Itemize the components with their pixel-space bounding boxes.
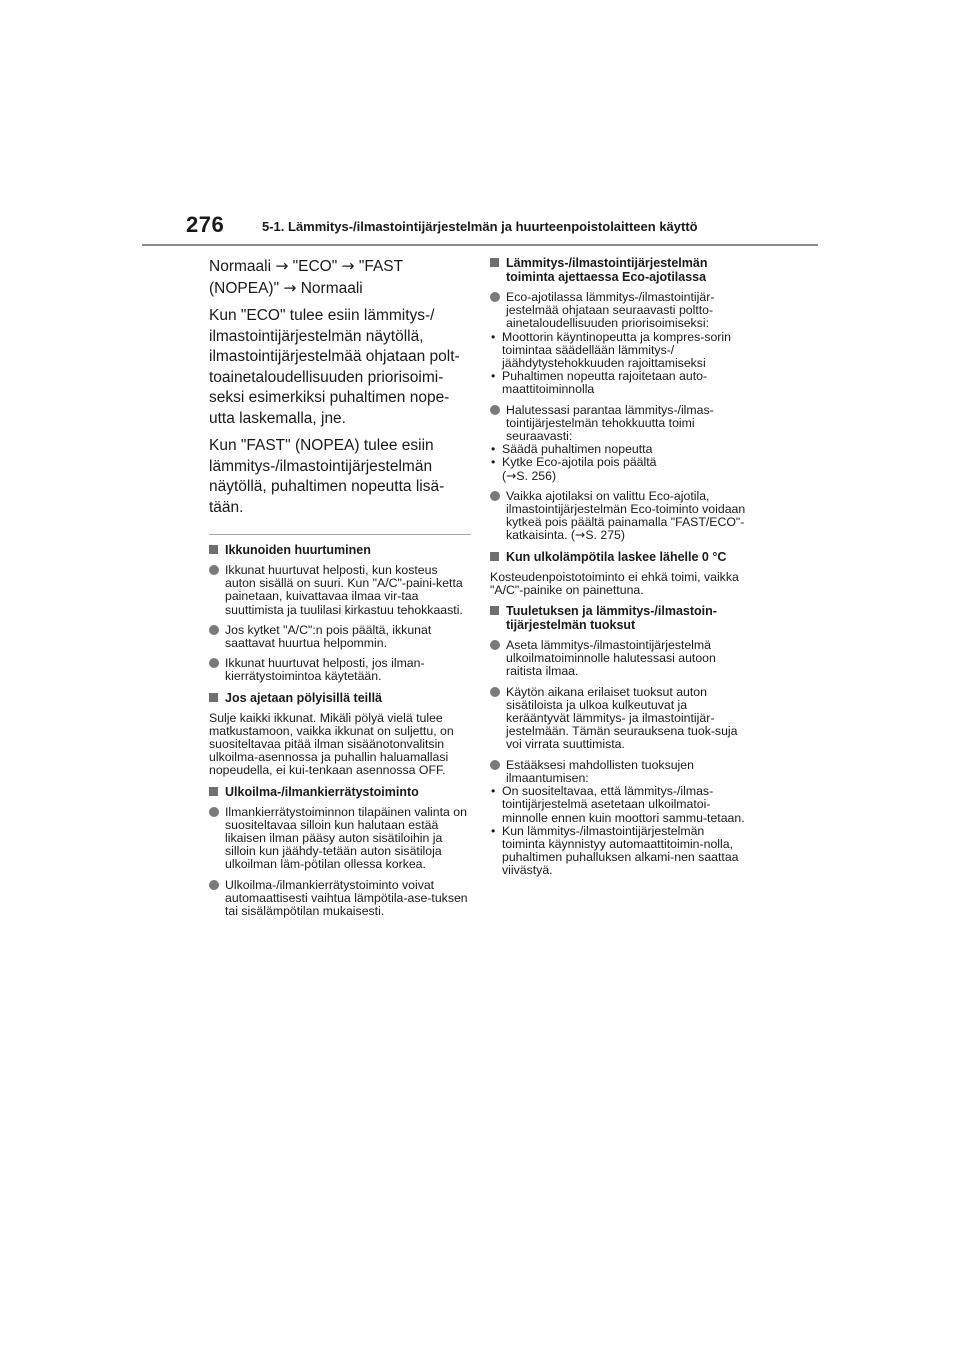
sub-item xyxy=(490,825,750,878)
bullet-text: Halutessasi parantaa lämmitys-/ilmas-tointijärjestelmän tehokkuutta toimi seuraavasti: xyxy=(506,402,714,444)
bullet-item xyxy=(490,490,750,543)
paren-open: ( xyxy=(502,468,507,483)
heading-text: Lämmitys-/ilmastointijärjestelmän toiminta ajettaessa Eco-ajotilassa xyxy=(506,256,708,284)
circle-bullet-icon xyxy=(209,625,219,635)
sub-item xyxy=(490,370,750,396)
sub-text: Moottorin käyntinopeutta ja kompres-sorin toimintaa säädellään lämmitys-/ jäähdytystehokkuuden rajoittamiseksi xyxy=(502,329,731,371)
heading-text: Ikkunoiden huurtuminen xyxy=(225,543,371,557)
heading-text: Kun ulkolämpötila laskee lähelle 0 °C xyxy=(506,549,727,564)
bullet-text: Käytön aikana erilaiset tuoksut auton sisätiloista ja ulkoa kulkeutuvat ja kerääntyvät lämmitys- ja ilmastointijär-jestelmään. Tämän seurauksena tuok-suja voi virrata suuttimista. xyxy=(506,684,738,752)
circle-bullet-icon xyxy=(209,880,219,890)
heading-low-temperature xyxy=(490,550,750,564)
sub-item xyxy=(490,456,750,482)
heading-text: Tuuletuksen ja lämmitys-/ilmastoin-tijärjestelmän tuoksut xyxy=(506,604,717,633)
sub-list xyxy=(490,785,750,877)
bullet-text: Jos kytket "A/C":n pois päältä, ikkunat saattavat huurtua helpommin. xyxy=(225,622,432,651)
right-column xyxy=(490,256,750,885)
dot-bullet-icon: • xyxy=(491,369,496,384)
square-mark-icon xyxy=(490,552,499,561)
square-mark-icon xyxy=(209,693,218,702)
paragraph: Sulje kaikki ikkunat. Mikäli pölyä vielä tulee matkustamoon, vaikka ikkunat on suljettu, on suositeltavaa pitää ilman sisäänotonvalitsin ulkoilma-asennossa ja puhallin haluamallasi nopeudella, ei kui-tenkaan asennossa OFF. xyxy=(209,710,454,778)
intro-text xyxy=(209,256,471,518)
circle-bullet-icon xyxy=(209,565,219,575)
circle-bullet-icon xyxy=(490,687,500,697)
circle-bullet-icon xyxy=(490,491,500,501)
circle-bullet-icon xyxy=(490,292,500,302)
fast-paragraph: Kun "FAST" (NOPEA) tulee esiin lämmitys-/ilmastointijärjestelmän näytöllä, puhaltimen nopeutta lisä-tään. xyxy=(209,437,445,516)
section-divider xyxy=(209,534,471,535)
mode-normal: Normaali xyxy=(209,258,276,275)
circle-bullet-icon xyxy=(490,405,500,415)
bullet-item xyxy=(209,564,471,617)
square-mark-icon xyxy=(490,606,499,615)
dot-bullet-icon: • xyxy=(491,784,496,799)
square-mark-icon xyxy=(209,787,218,796)
bullet-text: Ikkunat huurtuvat helposti, jos ilman-kierrätystoimintoa käytetään. xyxy=(225,656,425,684)
sub-text: Säädä puhaltimen nopeutta xyxy=(502,442,653,457)
bullet-item xyxy=(490,291,750,331)
bullet-item xyxy=(209,624,471,650)
mode-sequence xyxy=(209,256,471,299)
dot-bullet-icon: • xyxy=(491,442,496,457)
page-reference[interactable]: S. 256) xyxy=(516,468,557,483)
left-column xyxy=(209,256,471,925)
circle-bullet-icon xyxy=(490,760,500,770)
sub-text: On suositeltavaa, että lämmitys-/ilmas-tointijärjestelmä asetetaan ulkoilmatoi-minnolle ennen kuin moottori sammu-tetaan. xyxy=(502,784,745,825)
page-number: 276 xyxy=(186,212,225,237)
bullet-item xyxy=(490,686,750,752)
bullet-text: Ikkunat huurtuvat helposti, kun kosteus auton sisällä on suuri. Kun "A/C"-paini-ketta painetaan, kuivattavaa ilmaa vir-taa suuttimista ja tuulilasi kirkastuu tehokkaasti. xyxy=(225,563,463,617)
header-divider xyxy=(142,244,818,246)
mode-normal-return: Normaali xyxy=(296,279,363,297)
dot-bullet-icon: • xyxy=(491,823,496,838)
sub-item xyxy=(490,785,750,825)
heading-window-fogging xyxy=(209,543,471,557)
section-title: 5-1. Lämmitys-/ilmastointijärjestelmän ja huurteenpoistolaitteen käyttö xyxy=(262,219,698,234)
circle-bullet-icon xyxy=(209,807,219,817)
bullet-item xyxy=(209,657,471,683)
heading-eco-mode xyxy=(490,256,750,284)
bullet-text: Ilmankierrätystoiminnon tilapäinen valinta on suositeltavaa silloin kun halutaan estää likaisen ilman pääsy auton sisätiloihin ja silloin kun jäähdy-tetään auton sisätiloja ulkoilman läm-pötilan ollessa korkea. xyxy=(225,804,467,872)
arrow-right-icon: → xyxy=(506,468,517,483)
sub-list xyxy=(490,443,750,483)
eco-paragraph: Kun "ECO" tulee esiin lämmitys-/ ilmastointijärjestelmän näytöllä, ilmastointijärjestelmää ohjataan polt-toainetaloudellisuuden priorisoimi-seksi esimerkiksi puhaltimen nope-utta laskemalla, jne. xyxy=(209,307,460,427)
heading-dusty-roads xyxy=(209,691,471,705)
sub-list xyxy=(490,331,750,397)
bullet-text: Aseta lämmitys-/ilmastointijärjestelmä ulkoilmatoiminnolle halutessasi autoon raitista ilmaa. xyxy=(506,638,716,679)
paragraph: Kosteudenpoistotoiminto ei ehkä toimi, vaikka "A/C"-painike on painettuna. xyxy=(490,569,739,597)
bullet-item xyxy=(209,879,471,919)
arrow-right-icon: → xyxy=(283,278,297,297)
bullet-item xyxy=(490,759,750,785)
bullet-text: Vaikka ajotilaksi on valittu Eco-ajotila, ilmastointijärjestelmän Eco-toiminto voidaan kytkeä pois päältä painamalla "FAST/ECO"-katkaisinta. ( xyxy=(506,488,746,543)
circle-bullet-icon xyxy=(490,640,500,650)
bullet-text: Eco-ajotilassa lämmitys-/ilmastointijär-jestelmää ohjataan seuraavasti poltto-ainetaloudellisuuden priorisoimiseksi: xyxy=(506,290,715,331)
bullet-item xyxy=(490,639,750,679)
arrow-right-icon: → xyxy=(275,257,289,275)
mode-eco: "ECO" xyxy=(288,258,342,275)
heading-text: Ulkoilma-/ilmankierrätystoiminto xyxy=(225,784,419,799)
square-mark-icon xyxy=(490,258,499,267)
sub-text: Puhaltimen nopeutta rajoitetaan auto-maattitoiminnolla xyxy=(502,369,708,397)
heading-odors xyxy=(490,604,750,632)
heading-text: Jos ajetaan pölyisillä teillä xyxy=(225,690,383,705)
arrow-right-icon: → xyxy=(575,528,586,543)
arrow-right-icon: → xyxy=(341,257,355,275)
sub-text: Kytke Eco-ajotila pois päältä xyxy=(502,455,657,470)
dot-bullet-icon: • xyxy=(491,329,496,344)
bullet-text: Estääksesi mahdollisten tuoksujen ilmaantumisen: xyxy=(506,757,694,785)
bullet-item xyxy=(490,404,750,444)
page-header xyxy=(0,0,960,250)
bullet-text: Ulkoilma-/ilmankierrätystoiminto voivat automaattisesti vaihtua lämpötila-ase-tuksen tai sisälämpötilan mukaisesti. xyxy=(225,877,468,919)
sub-item xyxy=(490,331,750,371)
mode-fast: "FAST (NOPEA)" xyxy=(209,258,403,297)
heading-recirculation xyxy=(209,785,471,799)
bullet-item xyxy=(209,806,471,872)
square-mark-icon xyxy=(209,545,218,554)
dot-bullet-icon: • xyxy=(491,455,496,470)
page-reference[interactable]: S. 275) xyxy=(585,528,625,543)
circle-bullet-icon xyxy=(209,658,219,668)
sub-text: Kun lämmitys-/ilmastointijärjestelmän toiminta käynnistyy automaattitoimin-nolla, puhaltimen puhalluksen alkami-nen saattaa viivästyä. xyxy=(502,823,739,878)
